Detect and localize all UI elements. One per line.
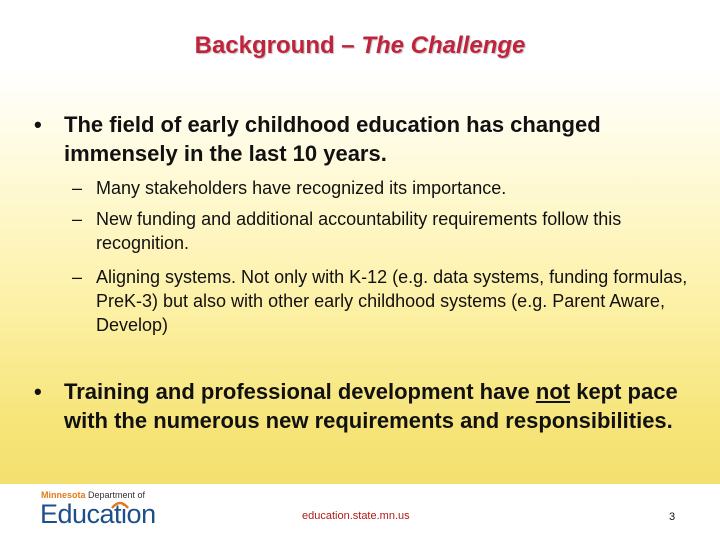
title-part-2: The Challenge [361,32,526,59]
logo-state: Minnesota [41,490,86,500]
logo-education: Education [40,499,156,529]
slide-title [0,32,720,60]
title-part-1: Background – [194,32,355,59]
subbullet-3-text: Aligning systems. Not only with K-12 (e.g. data systems, funding formulas, PreK-3) but also with other early childhood systems (e.g. Parent Aware, Develop) [96,267,688,335]
footer-url: education.state.mn.us [302,510,410,522]
subbullet-2-text: New funding and additional accountability requirements follow this recognition. [96,209,622,253]
subbullet-dash: – [72,267,83,287]
logo-arc-icon [110,498,130,510]
footer [0,484,720,540]
subbullet-1-text: Many stakeholders have recognized its importance. [96,178,507,198]
bullet-2-text [64,377,684,435]
bullet-dot: • [34,112,42,137]
subbullet-dash: – [72,209,83,229]
bullet-2-text-after: kept pace with the numerous new requirements and responsibilities. [64,379,678,433]
subbullet-dash: – [72,178,83,198]
bullet-2-text-before: Training and professional development have [64,379,536,404]
bullet-1-text: The field of early childhood education has changed immensely in the last 10 years. [64,112,601,166]
page-number: 3 [669,511,676,523]
bullet-dot: • [34,379,42,404]
logo-department: Department of [88,490,146,500]
bullet-2-text-underlined: not [535,379,571,404]
